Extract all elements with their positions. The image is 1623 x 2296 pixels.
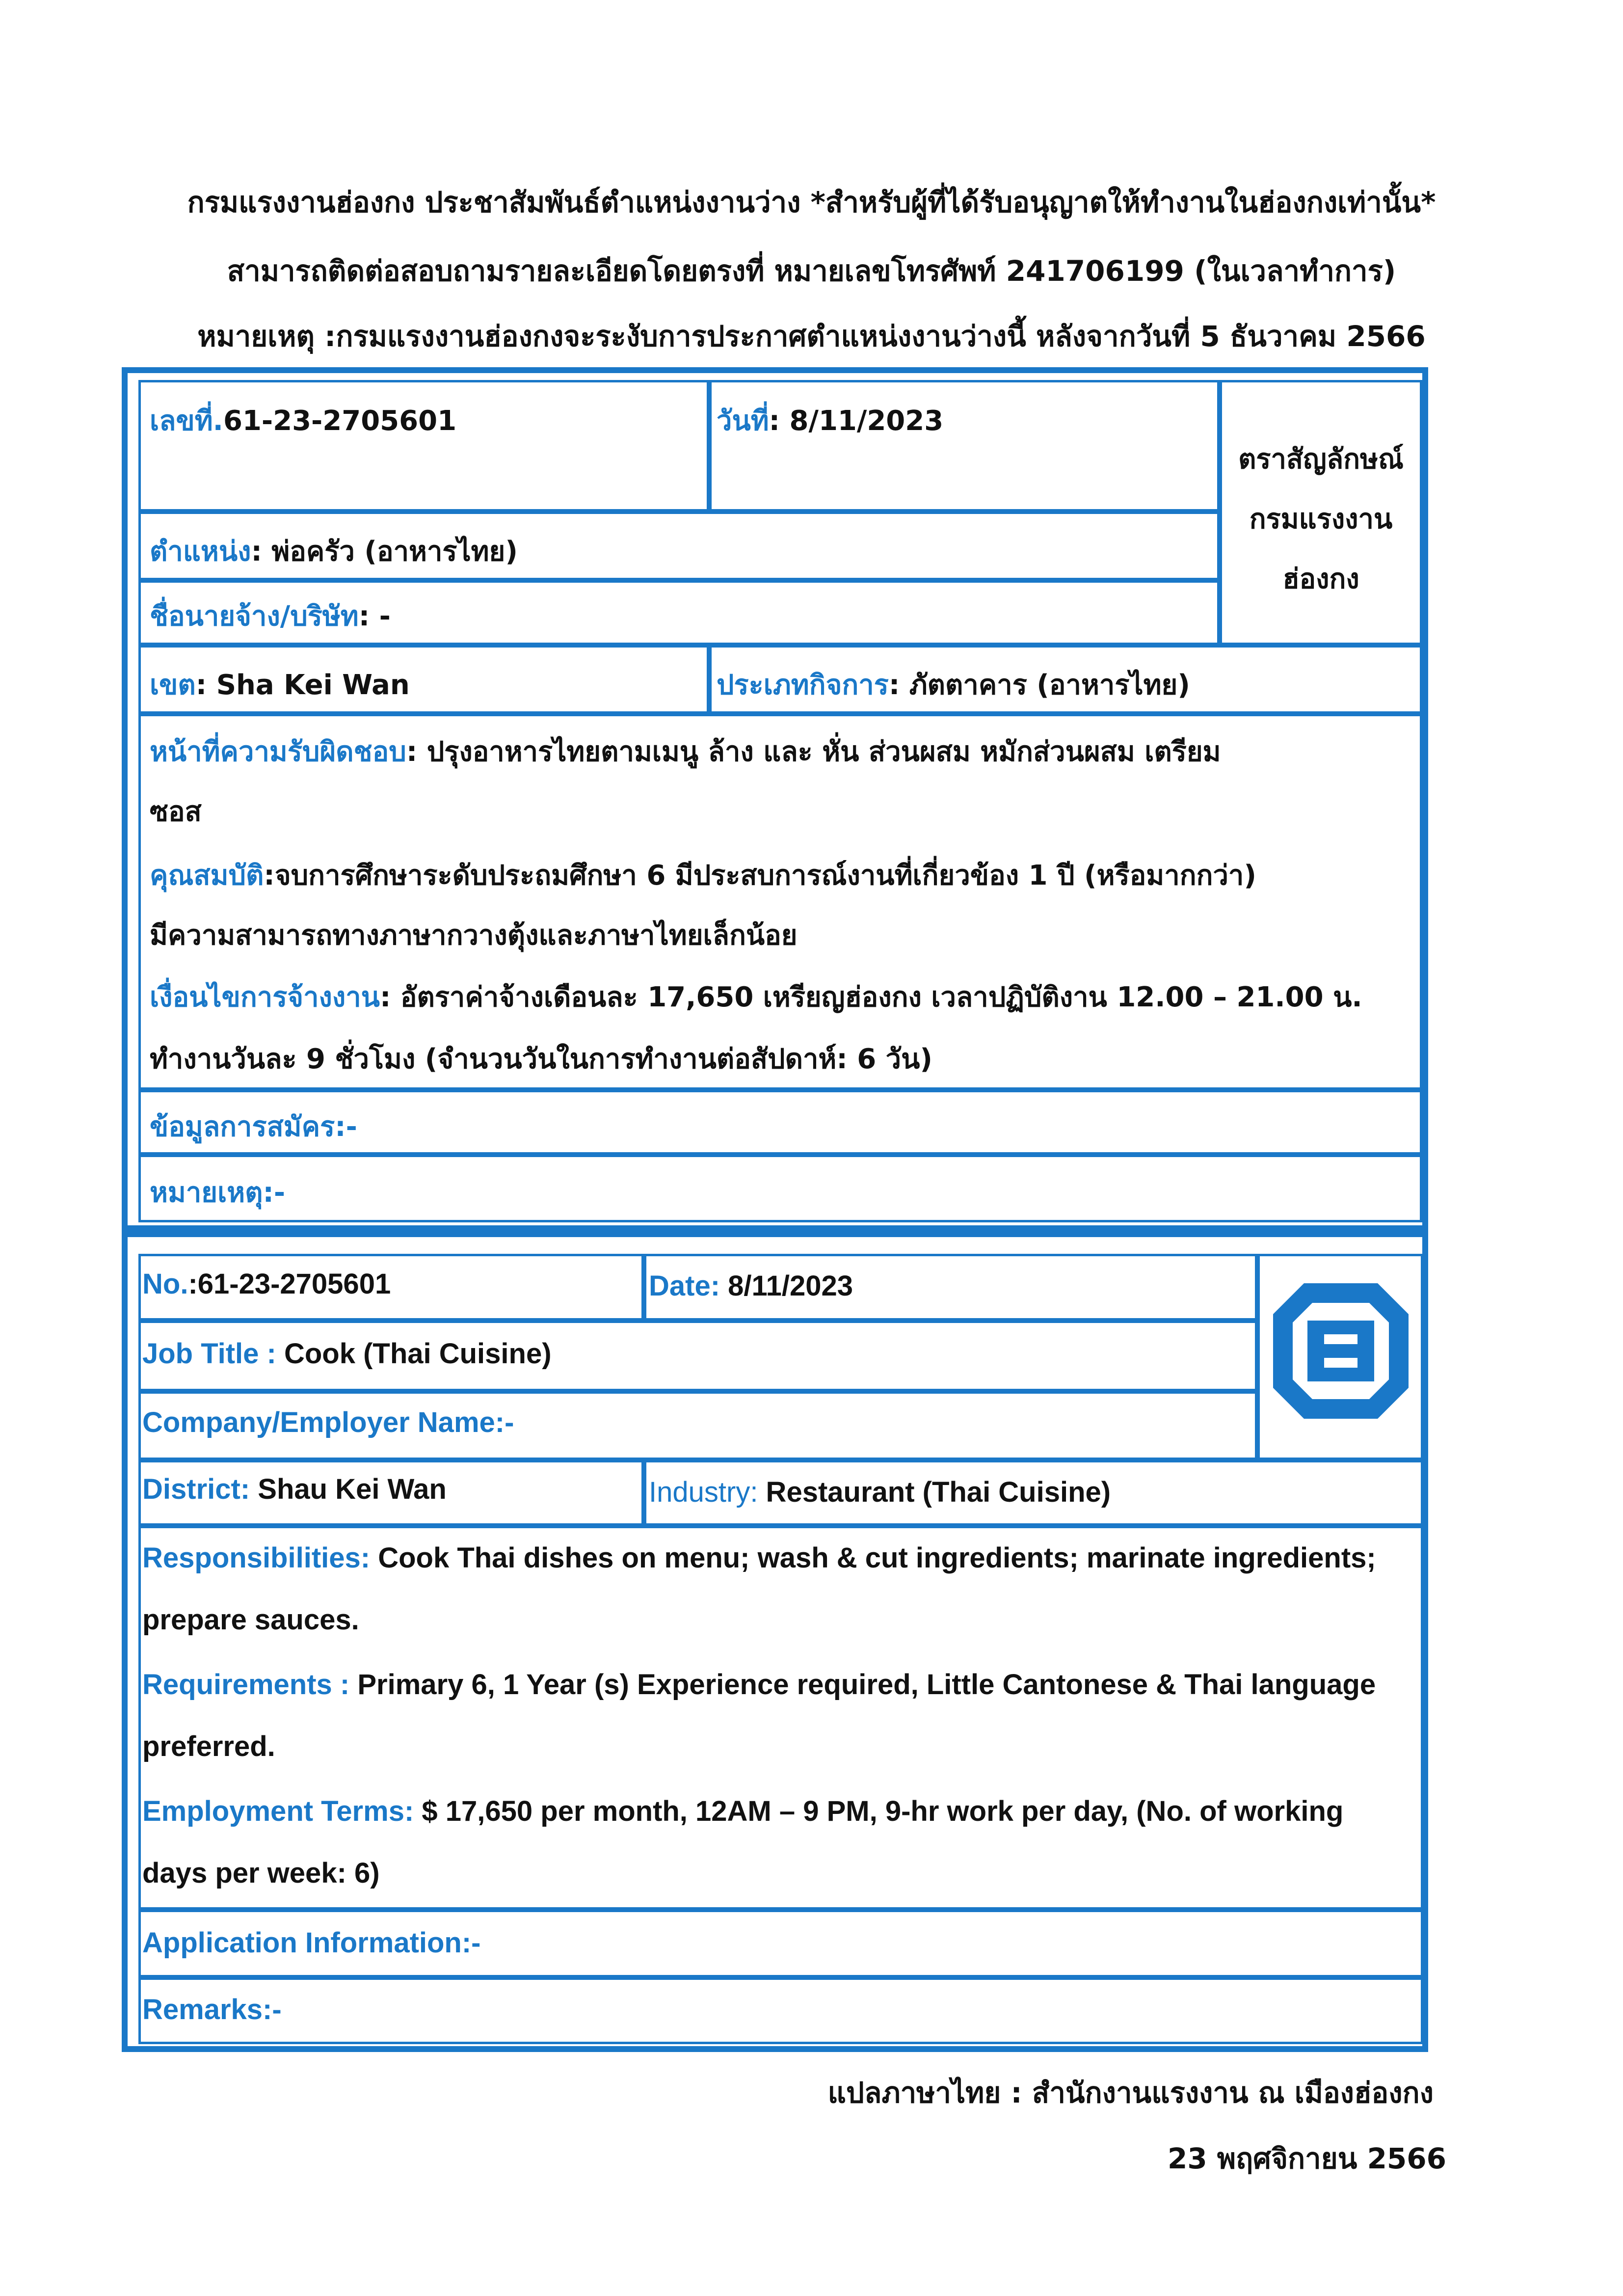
en-no-value: :61-23-2705601 [188, 1268, 391, 1300]
en-no [142, 1268, 391, 1300]
translation-credit: แปลภาษาไทย : สำนักงานแรงงาน ณ เมืองฮ่องกง [827, 2076, 1434, 2109]
en-district [142, 1473, 447, 1506]
thai-position [150, 529, 518, 573]
en-industry-value: Restaurant (Thai Cuisine) [758, 1476, 1111, 1508]
en-details-cell [138, 1526, 1423, 1910]
thai-district-value: : Sha Kei Wan [195, 669, 410, 701]
thai-industry-label: ประเภทกิจการ [717, 669, 889, 701]
thai-date-label: วันที่ [717, 405, 769, 437]
en-job-value: Cook (Thai Cuisine) [276, 1338, 552, 1370]
thai-apply [150, 1105, 357, 1148]
thai-resp-label: หน้าที่ความรับผิดชอบ [150, 736, 406, 768]
thai-industry [717, 663, 1190, 706]
en-resp-label: Responsibilities: [142, 1542, 371, 1574]
en-no-label: No. [142, 1268, 188, 1300]
thai-industry-value: : ภัตตาคาร (อาหารไทย) [888, 669, 1190, 701]
en-date-label: Date: [649, 1270, 720, 1302]
en-date-value: 8/11/2023 [720, 1270, 853, 1302]
thai-position-value: : พ่อครัว (อาหารไทย) [251, 536, 518, 567]
thai-date [717, 399, 943, 442]
thai-req-label: คุณสมบัติ [150, 860, 264, 891]
labour-department-logo-icon [1267, 1277, 1414, 1425]
en-responsibilities [142, 1541, 1376, 1574]
thai-employer-value: : - [358, 600, 391, 632]
thai-logo-line-3: ฮ่องกง [1282, 563, 1359, 595]
thai-terms [150, 975, 1362, 1019]
thai-no-label: เลขที่. [150, 405, 223, 437]
en-terms-label: Employment Terms: [142, 1795, 414, 1827]
thai-req-value-2: มีความสามารถทางภาษากวางตุ้งและภาษาไทยเล็กน้อย [150, 919, 798, 951]
thai-position-label: ตำแหน่ง [150, 536, 251, 567]
header-line-3: หมายเหตุ :กรมแรงงานฮ่องกงจะระงับการประกาศตำแหน่งงานว่างนี้ หลังจากวันที่ 5 ธันวาคม 2566 [197, 320, 1426, 353]
thai-employer-label: ชื่อนายจ้าง/บริษัท [150, 600, 359, 632]
en-requirements [142, 1668, 1376, 1701]
thai-no [150, 399, 456, 442]
thai-district-label: เขต [150, 669, 196, 701]
header-line-1: กรมแรงงานฮ่องกง ประชาสัมพันธ์ตำแหน่งงานว่าง *สำหรับผู้ที่ได้รับอนุญาตให้ทำงานในฮ่องกงเท่านั้น* [187, 186, 1436, 219]
en-req-value-2: preferred. [142, 1730, 275, 1762]
thai-apply-value: :- [335, 1111, 357, 1143]
header-line-2: สามารถติดต่อสอบถามรายละเอียดโดยตรงที่ หมายเลขโทรศัพท์ 241706199 (ในเวลาทำการ) [227, 254, 1396, 288]
thai-responsibilities [150, 729, 1221, 773]
en-resp-value-2: prepare sauces. [142, 1604, 359, 1636]
translation-date: 23 พฤศจิกายน 2566 [1168, 2142, 1446, 2175]
en-remarks: Remarks:- [142, 1994, 282, 2026]
thai-terms-value-1: : อัตราค่าจ้างเดือนละ 17,650 เหรียญฮ่องกง เวลาปฏิบัติงาน 12.00 – 21.00 น. [379, 981, 1362, 1013]
thai-remarks-cell [138, 1155, 1422, 1222]
en-date [649, 1270, 853, 1302]
en-apply: Application Information:- [142, 1927, 481, 1959]
thai-req-value-1: :จบการศึกษาระดับประถมศึกษา 6 มีประสบการณ์งานที่เกี่ยวข้อง 1 ปี (หรือมากกว่า) [264, 860, 1256, 891]
thai-resp-value-1: : ปรุงอาหารไทยตามเมนู ล้าง และ หั่น ส่วนผสม หมักส่วนผสม เตรียม [406, 736, 1221, 768]
en-req-value-1: Primary 6, 1 Year (s) Experience required, Little Cantonese & Thai language [349, 1669, 1376, 1701]
en-terms-value-2: days per week: 6) [142, 1857, 380, 1889]
thai-district [150, 663, 410, 706]
thai-terms-label: เงื่อนไขการจ้างงาน [150, 981, 380, 1013]
en-job-title [142, 1337, 552, 1370]
en-terms-value-1: $ 17,650 per month, 12AM – 9 PM, 9-hr work per day, (No. of working [414, 1795, 1344, 1827]
thai-job-box [122, 367, 1428, 1231]
en-district-value: Shau Kei Wan [250, 1473, 447, 1505]
thai-logo-line-1: ตราสัญลักษณ์ [1238, 443, 1404, 475]
en-remarks-cell [138, 1977, 1423, 2044]
en-industry-label: Industry: [649, 1476, 758, 1508]
thai-employer [150, 594, 391, 638]
thai-remarks-value: :- [263, 1177, 286, 1209]
en-company: Company/Employer Name:- [142, 1406, 514, 1438]
en-industry [649, 1476, 1111, 1509]
thai-no-value: 61-23-2705601 [223, 405, 457, 437]
thai-requirements [150, 853, 1256, 897]
english-job-box [122, 1231, 1428, 2052]
thai-date-value: : 8/11/2023 [769, 405, 944, 437]
en-terms [142, 1795, 1343, 1828]
thai-apply-label: ข้อมูลการสมัคร [150, 1111, 335, 1143]
en-district-label: District: [142, 1473, 250, 1505]
en-resp-value-1: Cook Thai dishes on menu; wash & cut ingredients; marinate ingredients; [370, 1542, 1376, 1574]
thai-logo-line-2: กรมแรงงาน [1249, 503, 1393, 535]
en-job-label: Job Title : [142, 1338, 276, 1370]
thai-terms-value-2: ทำงานวันละ 9 ชั่วโมง (จำนวนวันในการทำงานต่อสัปดาห์: 6 วัน) [150, 1043, 932, 1075]
en-req-label: Requirements : [142, 1669, 350, 1701]
thai-resp-value-2: ซอส [150, 796, 202, 828]
thai-remarks [150, 1170, 285, 1214]
thai-remarks-label: หมายเหตุ [150, 1177, 263, 1209]
